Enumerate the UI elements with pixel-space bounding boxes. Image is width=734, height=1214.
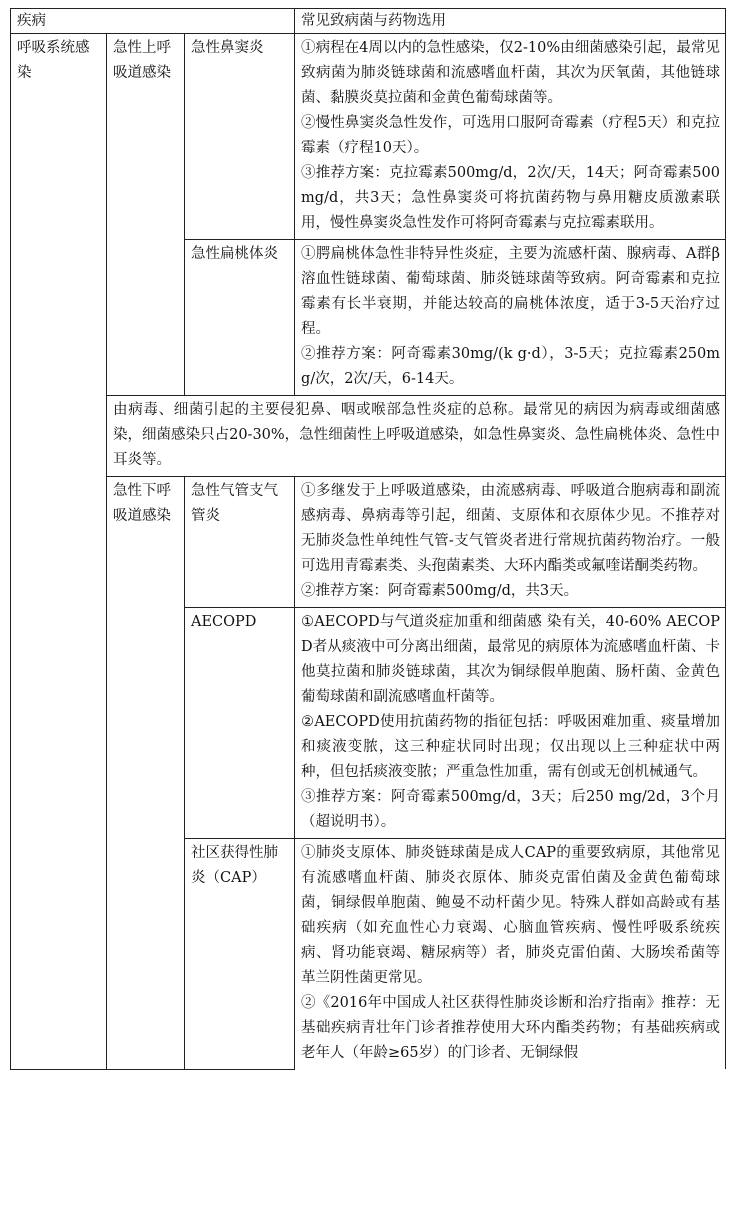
detail-paragraph: ②《2016年中国成人社区获得性肺炎诊断和治疗指南》推荐：无基础疾病青壮年门诊者推荐使用大环内酯类药物；有基础疾病或老年人（年龄≥65岁）的门诊者、无铜绿假 [301,995,720,1061]
header-disease: 疾病 [11,9,295,34]
disease-detail [295,477,726,608]
detail-paragraph: ①腭扁桃体急性非特异性炎症，主要为流感杆菌、腺病毒、A群β溶血性链球菌、葡萄球菌、肺炎链球菌等致病。阿奇霉素和克拉霉素有长半衰期，并能达较高的扁桃体浓度，适于3-5天治疗过程。 [301,246,720,337]
detail-paragraph: ②AECOPD使用抗菌药物的指征包括：呼吸困难加重、痰量增加和痰液变脓，这三种症状同时出现；仅出现以上三种症状中两种，但包括痰液变脓；严重急性加重，需有创或无创机械通气。 [301,714,720,780]
disease-name: 社区获得性肺炎（CAP） [185,839,295,1070]
detail-paragraph: ③推荐方案：阿奇霉素500mg/d，3天；后250 mg/2d，3个月（超说明书）。 [301,789,720,830]
detail-paragraph: ①肺炎支原体、肺炎链球菌是成人CAP的重要致病原，其他常见有流感嗜血杆菌、肺炎衣原体、肺炎克雷伯菌及金黄色葡萄球菌，铜绿假单胞菌、鲍曼不动杆菌少见。特殊人群如高龄或有基础疾病（如充血性心力衰竭、心脑血管疾病、慢性呼吸系统疾病、肾功能衰竭、糖尿病等）者，肺炎克雷伯菌、大肠埃希菌等革兰阴性菌更常见。 [301,845,720,986]
table-row [11,396,726,477]
disease-detail [295,34,726,240]
subcategory-cell-upper: 急性上呼吸道感染 [107,34,185,396]
disease-name: AECOPD [185,608,295,839]
antibiotic-table [10,8,726,1070]
disease-name: 急性气管支气管炎 [185,477,295,608]
subcategory-cell-lower: 急性下呼吸道感染 [107,477,185,1070]
detail-paragraph: ②推荐方案：阿奇霉素500mg/d，共3天。 [301,583,579,599]
detail-paragraph: ①病程在4周以内的急性感染，仅2-10%由细菌感染引起，最常见致病菌为肺炎链球菌和流感嗜血杆菌，其次为厌氧菌，其他链球菌、黏膜炎莫拉菌和金黄色葡萄球菌等。 [301,40,720,106]
category-cell: 呼吸系统感染 [11,34,107,1070]
summary-text: 由病毒、细菌引起的主要侵犯鼻、咽或喉部急性炎症的总称。最常见的病因为病毒或细菌感染，细菌感染只占20-30%，急性细菌性上呼吸道感染，如急性鼻窦炎、急性扁桃体炎、急性中耳炎等。 [113,402,720,468]
detail-paragraph: ③推荐方案：克拉霉素500mg/d，2次/天，14天；阿奇霉素500mg/d，共3天；急性鼻窦炎可将抗菌药物与鼻用糖皮质激素联用，慢性鼻窦炎急性发作可将阿奇霉素与克拉霉素联用。 [301,165,720,231]
detail-paragraph: ①AECOPD与气道炎症加重和细菌感 染有关，40-60% AECOPD者从痰液中可分离出细菌，最常见的病原体为流感嗜血杆菌、卡他莫拉菌和肺炎链球菌，其次为铜绿假单胞菌、肠杆菌、金黄色葡萄球菌和副流感嗜血杆菌等。 [301,614,720,705]
detail-paragraph: ②推荐方案：阿奇霉素30mg/(k g·d），3-5天；克拉霉素250mg/次，2次/天，6-14天。 [301,346,720,387]
table-header-row [11,9,726,34]
disease-detail [295,240,726,396]
detail-paragraph: ②慢性鼻窦炎急性发作，可选用口服阿奇霉素（疗程5天）和克拉霉素（疗程10天）。 [301,115,720,156]
disease-detail [295,839,726,1070]
table-row [11,477,726,608]
header-pathogen-drug: 常见致病菌与药物选用 [295,9,726,34]
detail-paragraph: ①多继发于上呼吸道感染，由流感病毒、呼吸道合胞病毒和副流感病毒、鼻病毒等引起，细菌、支原体和衣原体少见。不推荐对无肺炎急性单纯性气管-支气管炎者进行常规抗菌药物治疗。一般可选用青霉素类、头孢菌素类、大环内酯类或氟喹诺酮类药物。 [301,483,720,574]
table-row [11,34,726,240]
disease-detail [295,608,726,839]
summary-cell [107,396,726,477]
disease-name: 急性扁桃体炎 [185,240,295,396]
disease-name: 急性鼻窦炎 [185,34,295,240]
